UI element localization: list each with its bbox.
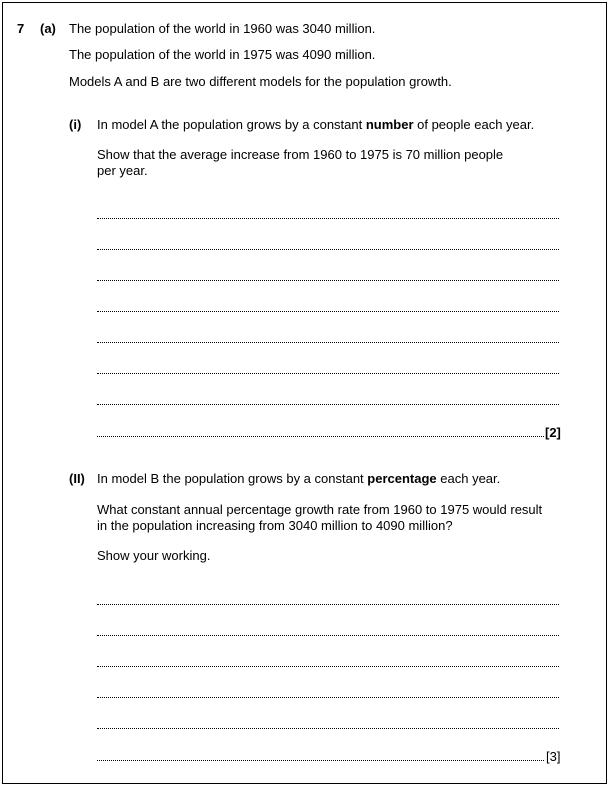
answer-line-ii-1[interactable] <box>97 604 559 605</box>
sub-ii-statement-bold: percentage <box>367 471 437 486</box>
sub-i-label: (i) <box>69 117 82 132</box>
answer-line-ii-5[interactable] <box>97 728 559 729</box>
question-number: 7 <box>17 21 25 36</box>
answer-line-i-5[interactable] <box>97 342 559 343</box>
sub-ii-instruction: Show your working. <box>97 548 211 563</box>
answer-line-i-1[interactable] <box>97 218 559 219</box>
sub-i-statement <box>97 117 534 133</box>
answer-line-i-3[interactable] <box>97 280 559 281</box>
sub-ii-prompt-line-2: in the population increasing from 3040 million to 4090 million? <box>97 518 453 533</box>
intro-line-3: Models A and B are two different models for the population growth. <box>69 74 452 89</box>
answer-line-i-4[interactable] <box>97 311 559 312</box>
answer-line-ii-4[interactable] <box>97 697 559 698</box>
sub-ii-prompt-line-1: What constant annual percentage growth rate from 1960 to 1975 would result <box>97 502 543 517</box>
sub-i-prompt-line-1: Show that the average increase from 1960 to 1975 is 70 million people <box>97 147 504 162</box>
sub-ii-label: (II) <box>69 471 85 486</box>
sub-ii-statement <box>97 471 500 487</box>
answer-line-ii-2[interactable] <box>97 635 559 636</box>
intro-line-2: The population of the world in 1975 was 4090 million. <box>69 47 376 62</box>
answer-line-i-7[interactable] <box>97 404 559 405</box>
marks-i: [2] <box>545 425 561 440</box>
intro-line-1: The population of the world in 1960 was 3040 million. <box>69 21 376 36</box>
answer-line-i-6[interactable] <box>97 373 559 374</box>
sub-i-statement-pre: In model A the population grows by a constant <box>97 117 366 132</box>
sub-i-statement-bold: number <box>365 117 414 132</box>
answer-line-ii-3[interactable] <box>97 666 559 667</box>
marks-ii: [3] <box>546 749 561 764</box>
sub-i-statement-post: of people each year. <box>413 117 535 132</box>
part-a-label: (a) <box>40 21 56 36</box>
answer-line-i-8[interactable] <box>97 436 544 437</box>
sub-ii-statement-post: each year. <box>436 471 501 486</box>
answer-line-i-2[interactable] <box>97 249 559 250</box>
answer-line-ii-6[interactable] <box>97 760 544 761</box>
sub-ii-statement-pre: In model B the population grows by a constant <box>97 471 368 486</box>
sub-i-prompt-line-2: per year. <box>97 163 148 178</box>
